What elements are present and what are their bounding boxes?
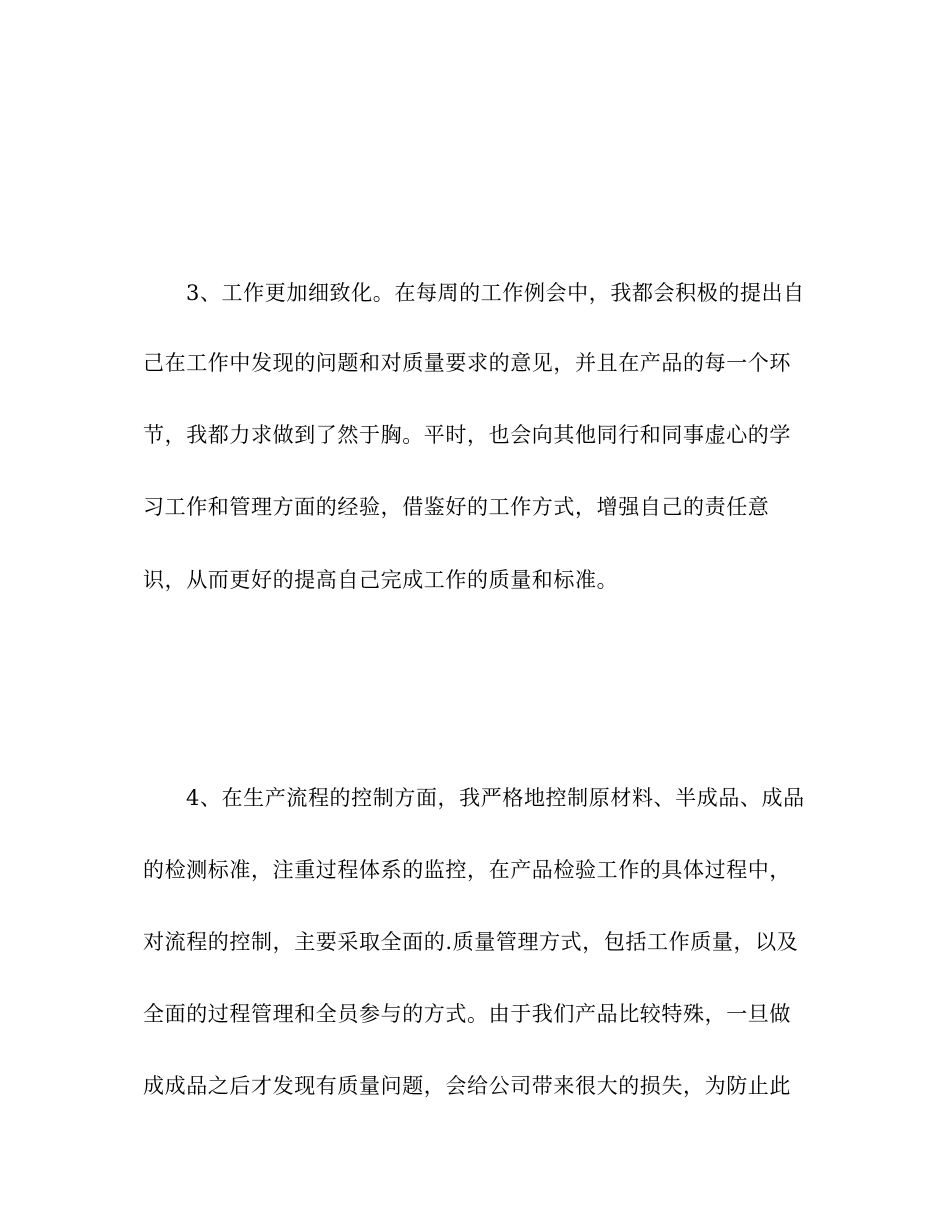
paragraph-line: 识，从而更好的提高自己完成工作的质量和标准。 — [143, 568, 619, 592]
paragraph-line: 己在工作中发现的问题和对质量要求的意见，并且在产品的每一个环 — [143, 351, 791, 375]
paragraph-line: 全面的过程管理和全员参与的方式。由于我们产品比较特殊，一旦做 — [143, 1002, 791, 1026]
paragraph-line: 对流程的控制，主要采取全面的.质量管理方式，包括工作质量，以及 — [143, 930, 799, 954]
paragraph-line: 3、工作更加细致化。在每周的工作例会中，我都会积极的提出自 — [186, 281, 805, 305]
paragraph-line: 4、在生产流程的控制方面，我严格地控制原材料、半成品、成品 — [186, 786, 805, 810]
paragraph-line: 习工作和管理方面的经验，借鉴好的工作方式，增强自己的责任意 — [143, 495, 770, 519]
paragraph-line: 节，我都力求做到了然于胸。平时，也会向其他同行和同事虚心的学 — [143, 423, 791, 447]
paragraph-line: 成成品之后才发现有质量问题，会给公司带来很大的损失，为防止此 — [143, 1074, 791, 1098]
paragraph-line: 的检测标准，注重过程体系的监控，在产品检验工作的具体过程中， — [143, 858, 791, 882]
